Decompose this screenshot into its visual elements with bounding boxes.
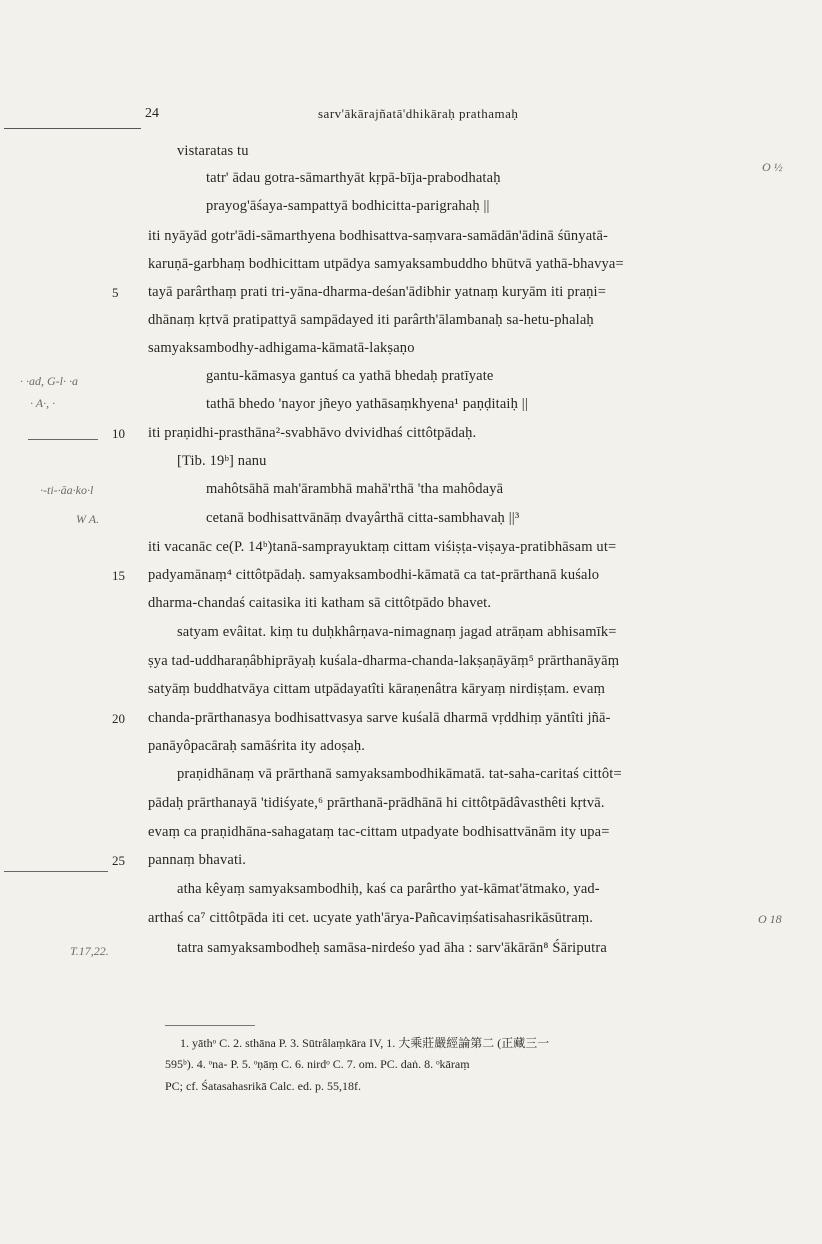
top-left-rule	[4, 128, 141, 129]
verse-line: tatr' ādau gotra-sāmarthyāt kṛpā-bīja-prabodhataḥ	[206, 170, 501, 186]
text-line: tayā parârthaṃ prati tri-yāna-dharma-deśan'ādibhir yatnaṃ kuryām iti praṇi=	[148, 284, 607, 300]
text-line: arthaś ca⁷ cittôtpāda iti cet. ucyate yath'ārya-Pañcaviṃśatisahasrikāsūtraṃ.	[148, 910, 594, 926]
text-line: dharma-chandaś caitasika iti katham sā cittôtpādo bhavet.	[148, 595, 492, 611]
margin-note-left: W A.	[76, 512, 100, 526]
line-number: 15	[112, 568, 125, 583]
margin-note-left: T.17,22.	[70, 944, 109, 958]
line-number: 10	[112, 426, 125, 441]
footnote-line: PC; cf. Śatasahasrikā Calc. ed. p. 55,18f.	[165, 1079, 361, 1093]
footnote-rule	[165, 1025, 255, 1026]
verse-line: mahôtsāhā mah'ārambhā mahā'rthā 'tha mahôdayā	[206, 481, 504, 497]
page-number: 24	[145, 106, 159, 121]
text-line: tatra samyaksambodheḥ samāsa-nirdeśo yad āha : sarv'ākārān⁸ Śāriputra	[177, 940, 607, 956]
margin-rule	[28, 439, 98, 440]
margin-rule	[4, 871, 108, 872]
text-line: satyāṃ buddhatvāya cittam utpādayatîti kāraṇenâtra kāryaṃ nirdiṣṭam. evaṃ	[148, 681, 606, 697]
text-line: pannaṃ bhavati.	[148, 852, 247, 868]
margin-note-left: · A·, ·	[30, 396, 56, 410]
line-number: 20	[112, 711, 125, 726]
text-line: karuṇā-garbhaṃ bodhicittam utpādya samyaksambuddho bhūtvā yathā-bhavya=	[148, 256, 624, 272]
verse-line: tathā bhedo 'nayor jñeyo yathāsaṃkhyena¹ paṇḍitaiḥ ||	[206, 396, 528, 412]
text-line: [Tib. 19ᵇ] nanu	[177, 453, 267, 469]
text-line: iti vacanāc ce(P. 14ᵇ)tanā-samprayuktaṃ cittam viśiṣṭa-viṣaya-pratibhāsam ut=	[148, 539, 617, 555]
margin-note-left: ·-ti-·āa·ko·l	[40, 483, 94, 497]
margin-note-right: O ½	[762, 160, 783, 174]
text-line: evaṃ ca praṇidhāna-sahagataṃ tac-cittam utpadyate bodhisattvānām ity upa=	[148, 824, 610, 840]
text-line: atha kêyaṃ samyaksambodhiḥ, kaś ca parârtho yat-kāmat'ātmako, yad-	[177, 881, 600, 897]
verse-line: prayog'āśaya-sampattyā bodhicitta-parigrahaḥ ||	[206, 198, 490, 214]
verse-line: cetanā bodhisattvānāṃ dvayârthā citta-sambhavaḥ ||³	[206, 510, 520, 526]
running-title: sarv'ākārajñatā'dhikāraḥ prathamaḥ	[318, 106, 519, 121]
text-line: vistaratas tu	[177, 143, 249, 159]
text-line: padyamānaṃ⁴ cittôtpādaḥ. samyaksambodhi-kāmatā ca tat-prārthanā kuśalo	[148, 567, 600, 583]
text-line: iti praṇidhi-prasthāna²-svabhāvo dvividhaś cittôtpādaḥ.	[148, 425, 477, 441]
footnote-line: 1. yāthᵒ C. 2. sthāna P. 3. Sūtrâlaṃkāra IV, 1. 大乘莊嚴經論第二 (正藏三一	[180, 1036, 550, 1050]
text-line: samyaksambodhy-adhigama-kāmatā-lakṣaṇo	[148, 340, 415, 356]
text-line: pādaḥ prārthanayā 'tidiśyate,⁶ prārthanā-prādhānā hi cittôtpādâvasthêti kṛtvā.	[148, 795, 605, 811]
line-number: 25	[112, 853, 125, 868]
text-line: chanda-prārthanasya bodhisattvasya sarve kuśalā dharmā vṛddhiṃ yāntîti jñā-	[148, 710, 611, 726]
text-line: iti nyāyād gotr'ādi-sāmarthyena bodhisattva-saṃvara-samādān'ādinā śūnyatā-	[148, 228, 609, 244]
line-number: 5	[112, 285, 119, 300]
text-line: satyam evâitat. kiṃ tu duḥkhârṇava-nimagnaṃ jagad atrāṇam abhisamīk=	[177, 624, 617, 640]
verse-line: gantu-kāmasya gantuś ca yathā bhedaḥ pratīyate	[206, 368, 494, 384]
text-line: dhānaṃ kṛtvā pratipattyā sampādayed iti parârth'ālambanaḥ sa-hetu-phalaḥ	[148, 312, 594, 328]
footnote-line: 595ᵇ). 4. ᵒna- P. 5. ᵒṇāṃ C. 6. nirdᵒ C. 7. om. PC. daṅ. 8. ᵒkāraṃ	[165, 1057, 470, 1071]
text-line: panāyôpacāraḥ samāśrita ity adoṣaḥ.	[148, 738, 366, 754]
margin-note-right: O 18	[758, 912, 782, 926]
text-line: praṇidhānaṃ vā prārthanā samyaksambodhikāmatā. tat-saha-caritaś cittôt=	[177, 766, 622, 782]
text-line: ṣya tad-uddharaṇâbhiprāyaḥ kuśala-dharma-chanda-lakṣaṇāyāṃ⁵ prārthanāyāṃ	[148, 653, 620, 669]
margin-note-left: · ·ad, G-l· ·a	[20, 374, 78, 388]
